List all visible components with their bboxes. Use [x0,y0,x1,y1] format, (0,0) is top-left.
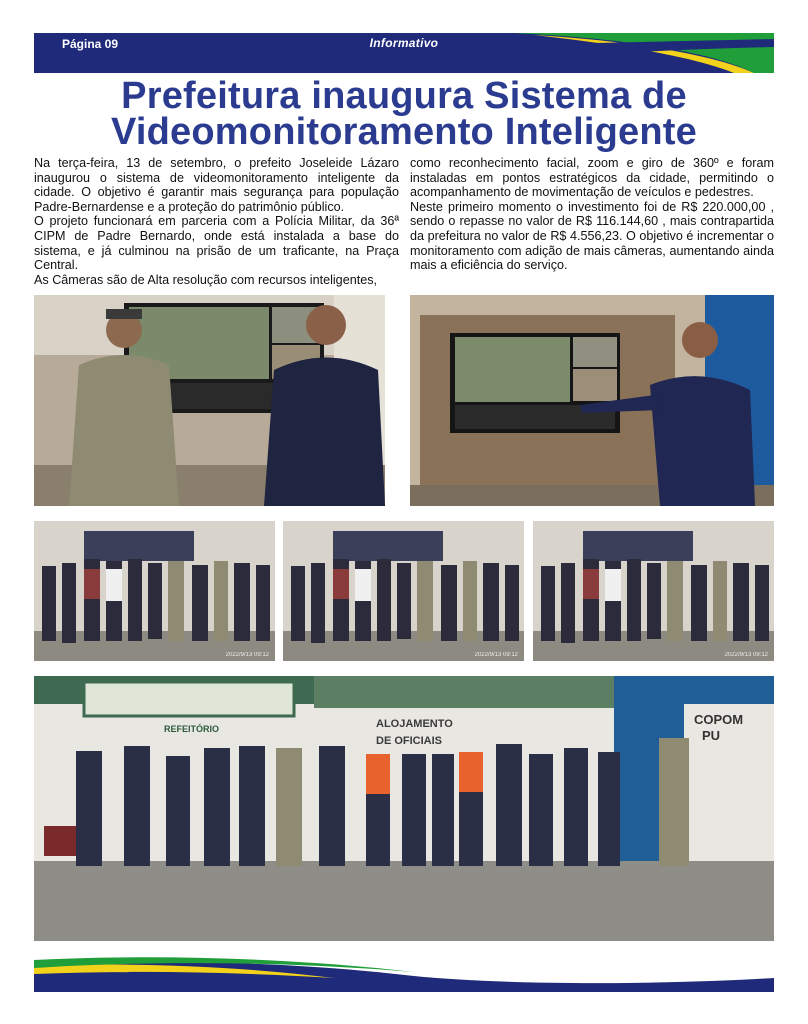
sign-copom: COPOM [694,712,744,727]
article-column-right [410,156,774,273]
photo-group-indoor-2 [283,521,524,661]
article-column-left [34,156,399,287]
section-label: Informativo [369,36,439,50]
sign-refeitorio: REFEITÓRIO [164,724,220,734]
photo-timestamp: 2022/9/13 09:12 [724,652,768,658]
photo-officer-and-mayor [34,295,385,506]
photo-mayor-pointing [410,295,774,506]
article-paragraph: Neste primeiro momento o investimento foi de R$ 220.000,00 , sendo o repasse no valor de R$ 116.144,60 , mais contrapartida da prefeitura no valor de R$ 4.556,23. O objetivo é incrementar o monitoramento com adição de mais câmeras, aumentando ainda mais a eficiência do serviço. [410,199,774,273]
sign-copom-pu: PU [702,728,721,743]
sign-alojamento: ALOJAMENTO [376,718,453,730]
article-paragraph: Na terça-feira, 13 de setembro, o prefeito Joseleide Lázaro inaugurou o sistema de videomonitoramento inteligente da cidade. O objetivo é garantir mais segurança para população Padre-Bernardense e a proteção do patrimônio público. [34,156,399,214]
photo-group-indoor-3 [533,521,774,661]
article-headline [0,75,808,153]
footer-band [34,956,774,992]
page-number: Página 09 [62,37,119,51]
photo-timestamp: 2022/9/13 09:12 [474,652,518,658]
headline-line-1: Prefeitura inaugura Sistema de [121,75,687,117]
header-band [34,33,774,73]
article-paragraph: As Câmeras são de Alta resolução com recursos inteligentes, [34,272,377,287]
photo-timestamp: 2022/9/13 09:12 [225,652,269,658]
footer-decoration [34,956,774,992]
headline-line-2: Videomonitoramento Inteligente [111,111,697,153]
sign-alojamento-oficiais: DE OFICIAIS [376,735,443,747]
photo-group-outdoor [34,676,774,941]
article-paragraph: O projeto funcionará em parceria com a Polícia Militar, da 36ª CIPM de Padre Bernardo, onde está instalada a base do sistema, e já culminou na prisão de um traficante, na Praça Central. [34,214,399,273]
article-paragraph: como reconhecimento facial, zoom e giro de 360º e foram instaladas em pontos estratégicos da cidade, permitindo o acompanhamento de movimentação de veículos e pedestres. [410,156,774,200]
photo-group-indoor-1 [34,521,275,661]
